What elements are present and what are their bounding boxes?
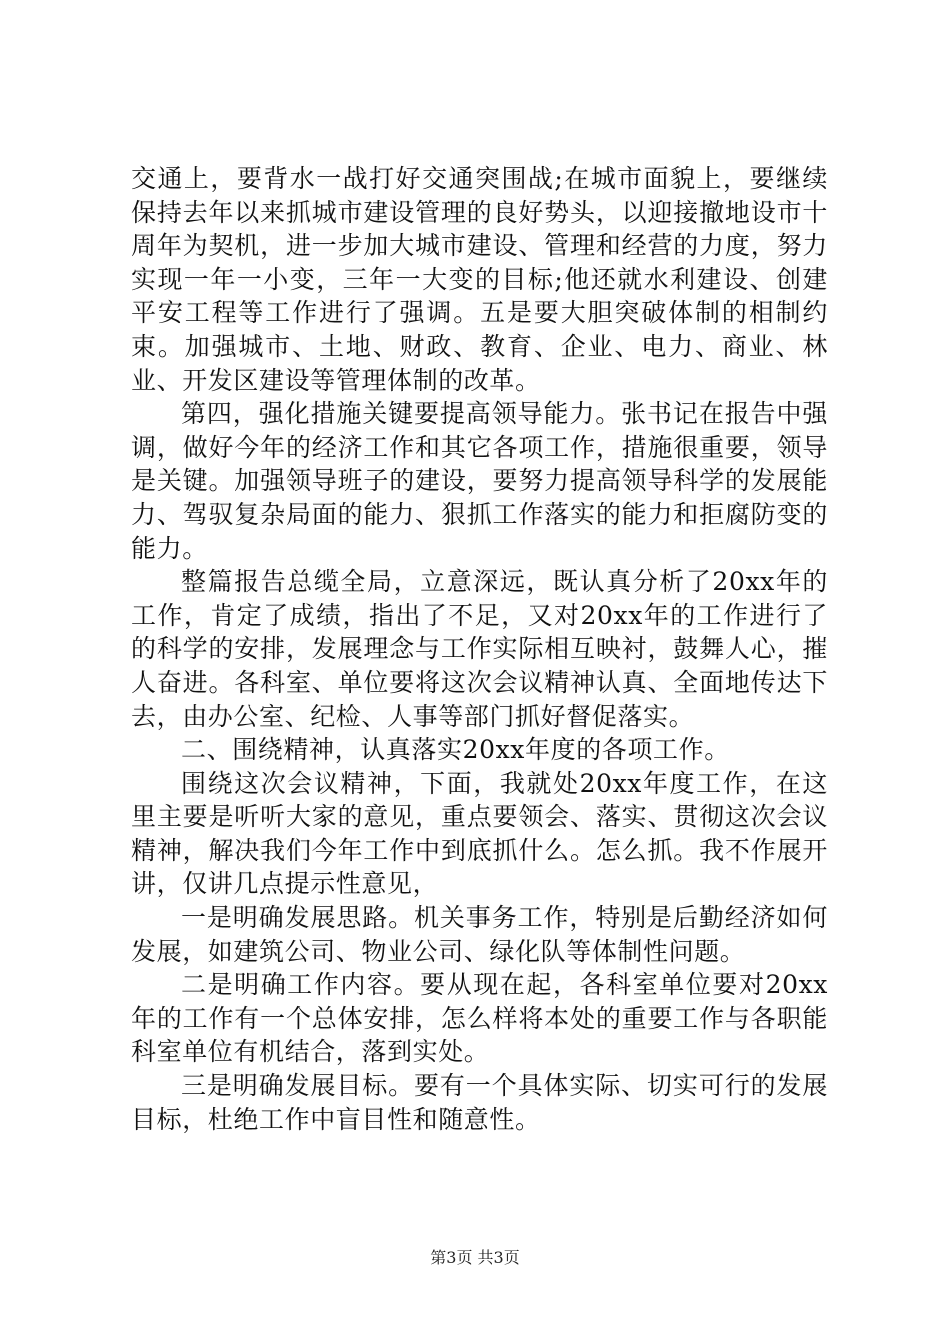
paragraph-7: 二是明确工作内容。要从现在起，各科室单位要对20xx年的工作有一个总体安排，怎么样将本处的重要工作与各职能科室单位有机结合，落到实处。 xyxy=(131,970,828,1067)
paragraph-8: 三是明确发展目标。要有一个具体实际、切实可行的发展目标，杜绝工作中盲目性和随意性。 xyxy=(131,1071,828,1134)
paragraph-2: 第四，强化措施关键要提高领导能力。张书记在报告中强调，做好今年的经济工作和其它各项工作，措施很重要，领导是关键。加强领导班子的建设，要努力提高领导科学的发展能力、驾驭复杂局面的能力、狠抓工作落实的能力和拒腐防变的能力。 xyxy=(131,399,828,563)
document-body xyxy=(131,162,828,1136)
paragraph-5: 围绕这次会议精神，下面，我就处20xx年度工作，在这里主要是听听大家的意见，重点要领会、落实、贯彻这次会议精神，解决我们今年工作中到底抓什么。怎么抓。我不作展开讲，仅讲几点提示性意见， xyxy=(131,768,828,899)
paragraph-4-heading: 二、围绕精神，认真落实20xx年度的各项工作。 xyxy=(181,735,730,765)
paragraph-6: 一是明确发展思路。机关事务工作，特别是后勤经济如何发展，如建筑公司、物业公司、绿化队等体制性问题。 xyxy=(131,903,828,966)
page-footer: 第3页 共3页 xyxy=(430,1248,520,1267)
paragraph-3: 整篇报告总缆全局，立意深远，既认真分析了20xx年的工作，肯定了成绩，指出了不足，又对20xx年的工作进行了的科学的安排，发展理念与工作实际相互映衬，鼓舞人心，摧人奋进。各科室、单位要将这次会议精神认真、全面地传达下去，由办公室、纪检、人事等部门抓好督促落实。 xyxy=(131,567,828,731)
paragraph-1: 交通上，要背水一战打好交通突围战;在城市面貌上，要继续保持去年以来抓城市建设管理的良好势头，以迎接撤地设市十周年为契机，进一步加大城市建设、管理和经营的力度，努力实现一年一小变，三年一大变的目标;他还就水利建设、创建平安工程等工作进行了强调。五是要大胆突破体制的相制约束。加强城市、土地、财政、教育、企业、电力、商业、林业、开发区建设等管理体制的改革。 xyxy=(131,164,828,395)
